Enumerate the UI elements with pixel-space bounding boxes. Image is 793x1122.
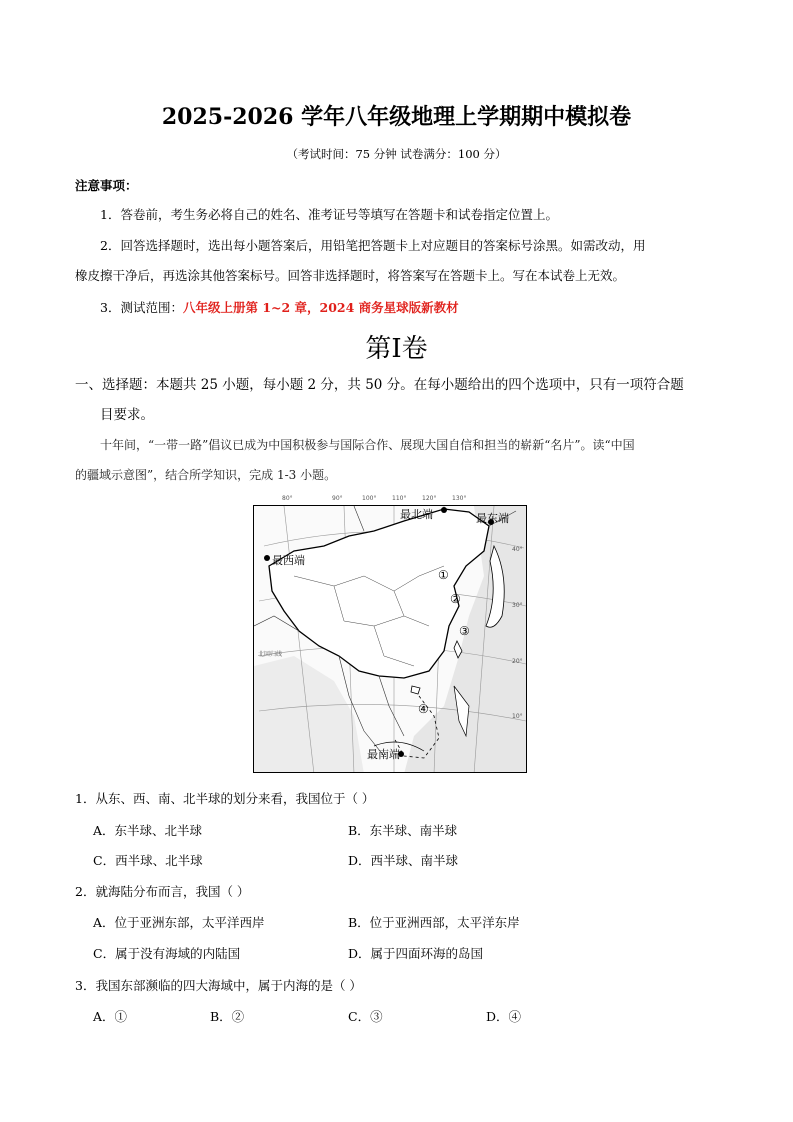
west-end-label: 最西端 xyxy=(272,554,305,567)
sea-marker-2: ② xyxy=(450,592,461,606)
test-range: 八年级上册第 1~2 章，2024 商务星球版新教材 xyxy=(182,300,459,315)
question-1-option-b: B．东半球、南半球 xyxy=(348,823,458,838)
map-drawing xyxy=(254,506,527,773)
lon-label: 120° xyxy=(422,495,437,502)
north-point xyxy=(441,507,447,513)
sea-marker-3: ③ xyxy=(459,624,470,638)
lon-label: 130° xyxy=(452,495,467,502)
question-2-option-d: D．属于四面环海的岛国 xyxy=(348,946,484,961)
lat-label: 10° xyxy=(512,713,523,720)
west-point xyxy=(264,555,270,561)
intro-line-2: 的疆域示意图”，结合所学知识，完成 1-3 小题。 xyxy=(75,468,337,482)
hainan-island xyxy=(411,686,420,694)
lat-label: 20° xyxy=(512,658,523,665)
notice-item-1: 1．答卷前，考生务必将自己的姓名、准考证号等填写在答题卡和试卷指定位置上。 xyxy=(100,207,558,222)
exam-info: （考试时间：75 分钟 试卷满分：100 分） xyxy=(286,147,507,161)
lon-label: 80° xyxy=(282,495,293,502)
east-end-label: 最东端 xyxy=(476,512,509,525)
section-heading-line-1: 一、选择题：本题共 25 小题，每小题 2 分，共 50 分。在每小题给出的四个选项中，只有一项符合题 xyxy=(75,377,684,393)
notice-item-2-line-1: 2．回答选择题时，选出每小题答案后，用铅笔把答题卡上对应题目的答案标号涂黑。如需改动，用 xyxy=(100,238,646,253)
question-2-stem: 2．就海陆分布而言，我国（ ） xyxy=(75,884,250,899)
china-territory-map xyxy=(253,505,527,773)
volume-heading: 第I卷 xyxy=(365,334,428,364)
notice-item-3 xyxy=(100,300,459,315)
question-3-option-b: B．② xyxy=(210,1009,245,1024)
notice-item-2-line-2: 橡皮擦干净后，再选涂其他答案标号。回答非选择题时，将答案写在答题卡上。写在本试卷上无效。 xyxy=(75,268,626,283)
section-heading-line-2: 目要求。 xyxy=(100,407,154,423)
south-end-label: 最南端 xyxy=(367,748,400,761)
question-1-stem: 1．从东、西、南、北半球的划分来看，我国位于（ ） xyxy=(75,791,375,806)
notice-heading: 注意事项： xyxy=(75,178,138,193)
question-3-option-c: C．③ xyxy=(348,1009,383,1024)
question-2-option-a: A．位于亚洲东部，太平洋西岸 xyxy=(93,915,265,930)
question-3-stem: 3．我国东部濒临的四大海域中，属于内海的是（ ） xyxy=(75,978,362,993)
lat-label: 40° xyxy=(512,546,523,553)
lat-label: 30° xyxy=(512,602,523,609)
tropic-label: 北回归线 xyxy=(258,651,283,658)
north-end-label: 最北端 xyxy=(400,508,433,521)
question-1-option-c: C．西半球、北半球 xyxy=(93,853,203,868)
sea-marker-4: ④ xyxy=(418,702,429,716)
notice-item-3-prefix: 3．测试范围： xyxy=(100,300,183,315)
question-3-option-d: D．④ xyxy=(486,1009,522,1024)
intro-line-1: 十年间，“一带一路”倡议已成为中国积极参与国际合作、展现大国自信和担当的崭新“名片”。读“中国 xyxy=(100,438,635,452)
question-2-option-b: B．位于亚洲西部，太平洋东岸 xyxy=(348,915,520,930)
lon-label: 110° xyxy=(392,495,407,502)
question-1-option-d: D．西半球、南半球 xyxy=(348,853,459,868)
lon-label: 90° xyxy=(332,495,343,502)
question-1-option-a: A．东半球、北半球 xyxy=(93,823,203,838)
lon-label: 100° xyxy=(362,495,377,502)
question-2-option-c: C．属于没有海域的内陆国 xyxy=(93,946,241,961)
sea-area xyxy=(254,656,364,773)
question-3-option-a: A．① xyxy=(93,1009,128,1024)
sea-marker-1: ① xyxy=(438,568,449,582)
page-title: 2025-2026 学年八年级地理上学期期中模拟卷 xyxy=(161,104,632,130)
